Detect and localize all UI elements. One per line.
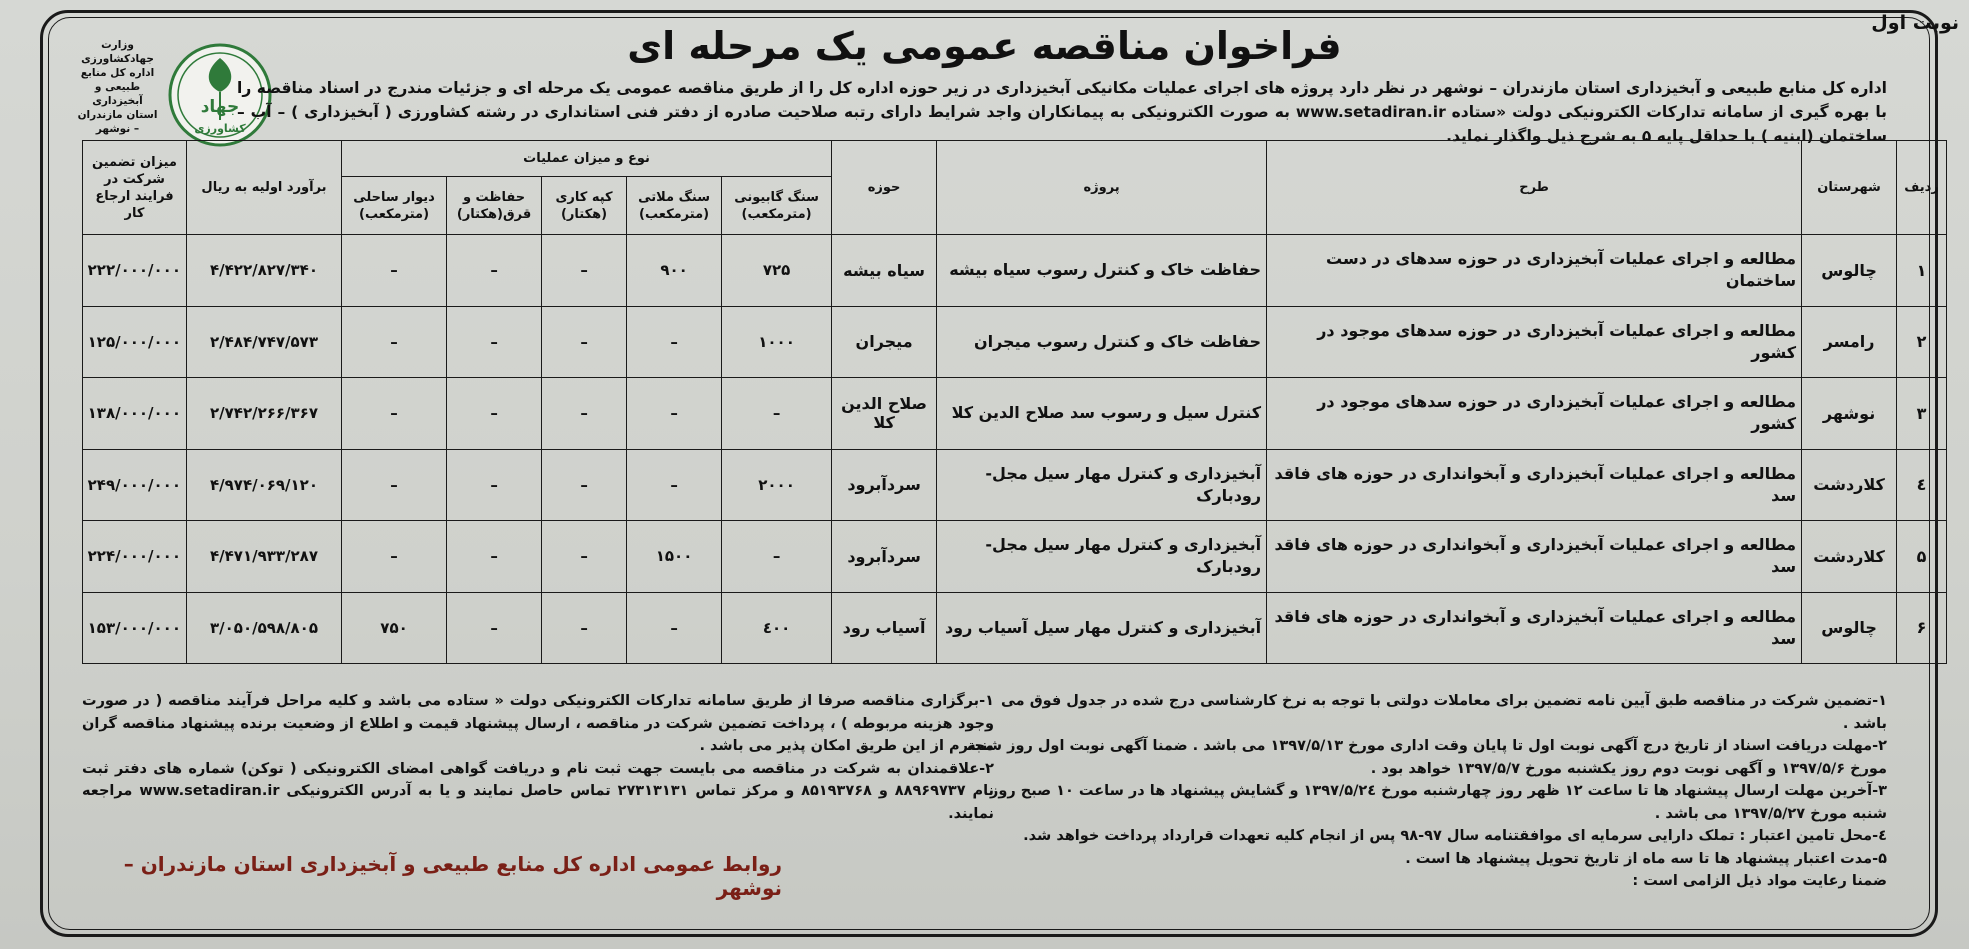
requirement-item-1: ۱-برگزاری مناقصه صرفا از طریق سامانه تدارکات الکترونیکی دولت « ستاده می باشد و کلیه مراحل فرآیند مناقصه ( در صورت وجود هزینه مربوطه ) ، پرداخت تضمین شرکت در مناقصه ، ارسال پیشنهاد قیمت و اطلاع از وضعیت برنده پیشنهاد مناقصه گران محترم از این طریق امکان پذیر می باشد . (82, 693, 994, 754)
cell-row: ۳ (1897, 378, 1947, 450)
cell-basin: صلاح الدین کلا (832, 378, 937, 450)
setadiran-link[interactable]: www.setadiran.ir (1295, 103, 1446, 121)
requirement-item-2-text: ۲-علاقمندان به شرکت در مناقصه می بایست جهت ثبت نام و دریافت گواهی امضای الکترونیکی ( توکن) شماره های دفتر ثبت نام ۸۸۹۶۹۷۳۷ و ۸۵۱۹۳۷۶۸ و مرکز تماس ۲۷۳۱۳۱۳۱ تماس حاصل نمایند و یا به آدرس الکترونیکی (82, 760, 994, 799)
intro-line2b: به صورت الکترونیکی به پیمانکاران واجد شرایط دارای رتبه صلاحیت صادره از دفتر فنی استانداری در رشته کشاورزی ( آبخیزداری ) – آب – ساختمان (ابنیه ) با حداقل پایه ۵ به شرح ذیل واگذار نماید. (237, 103, 1887, 145)
header-mortar: سنگ ملاتی (مترمکعب) (627, 177, 722, 235)
table-row (83, 378, 1947, 450)
cell-city: کلاردشت (1802, 449, 1897, 521)
cell-wall: – (342, 306, 447, 378)
header-operations: نوع و میزان عملیات (342, 141, 832, 177)
cell-basin: سردآبرود (832, 449, 937, 521)
cell-gabion: – (722, 378, 832, 450)
header-basin: حوزه (832, 141, 937, 235)
cell-guarantee: ۱۵۳/۰۰۰/۰۰۰ (83, 592, 187, 664)
cell-gabion: ٤٠٠ (722, 592, 832, 664)
cell-plan: مطالعه و اجرای عملیات آبخیزداری در حوزه سدهای موجود در کشور (1267, 306, 1802, 378)
cell-gabion: ۱۰۰۰ (722, 306, 832, 378)
cell-estimate: ۳/۰۵۰/۵۹۸/۸۰۵ (187, 592, 342, 664)
cell-basin: سردآبرود (832, 521, 937, 593)
table-row (83, 306, 1947, 378)
cell-wall: – (342, 449, 447, 521)
table-row (83, 521, 1947, 593)
requirements-list (82, 690, 994, 825)
header-gabion: سنگ گابیونی (مترمکعب) (722, 177, 832, 235)
header-plan: طرح (1267, 141, 1802, 235)
cell-basin: آسیاب رود (832, 592, 937, 664)
conditions-list (967, 690, 1887, 893)
intro-line1: اداره کل منابع طبیعی و آبخیزداری استان مازندران – نوشهر در نظر دارد پروژه های اجرای عملیات مکانیکی آبخیزداری در زیر حوزه اداره کل را از طریق مناقصه عمومی یک مرحله ای و جزئیات مندرج در اسناد مناقصه را با بهره گیری از سامانه تدارکات (237, 79, 1887, 121)
cell-planting: – (542, 378, 627, 450)
condition-item: ضمنا رعایت مواد ذیل الزامی است : (1632, 873, 1887, 889)
header-row: ردیف (1897, 141, 1947, 235)
cell-wall: – (342, 235, 447, 307)
intro-paragraph (237, 76, 1887, 148)
cell-row: ٤ (1897, 449, 1947, 521)
setadiran-link-footer[interactable]: www.setadiran.ir (139, 783, 280, 799)
table-row (83, 592, 1947, 664)
cell-project: آبخیزداری و کنترل مهار سیل مجل- رودبارک (937, 521, 1267, 593)
cell-planting: – (542, 592, 627, 664)
logo-text-bottom: کشاورزی (194, 122, 246, 135)
tender-table (82, 140, 1947, 664)
cell-gabion: – (722, 521, 832, 593)
cell-row: ۲ (1897, 306, 1947, 378)
cell-guarantee: ۱۳۸/۰۰۰/۰۰۰ (83, 378, 187, 450)
cell-mortar: – (627, 306, 722, 378)
cell-city: رامسر (1802, 306, 1897, 378)
cell-basin: سیاه بیشه (832, 235, 937, 307)
cell-project: کنترل سیل و رسوب سد صلاح الدین کلا (937, 378, 1267, 450)
cell-estimate: ۴/۴۷۱/۹۳۳/۲۸۷ (187, 521, 342, 593)
cell-project: آبخیزداری و کنترل مهار سیل آسیاب رود (937, 592, 1267, 664)
cell-protection: – (447, 306, 542, 378)
table-row (83, 449, 1947, 521)
header-wall: دیوار ساحلی (مترمکعب) (342, 177, 447, 235)
header-protection: حفاظت و قرق(هکتار) (447, 177, 542, 235)
cell-gabion: ۷۲۵ (722, 235, 832, 307)
condition-item: ۲-مهلت دریافت اسناد از تاریخ درج آگهی نوبت اول تا پایان وقت اداری مورخ ۱۳۹۷/۵/۱۳ می باشد . ضمنا آگهی نوبت اول روز شنبه مورخ ۱۳۹۷/۵/۶ و آگهی نوبت دوم روز یکشنبه مورخ ۱۳۹۷/۵/۷ خواهد بود . (967, 738, 1887, 777)
cell-protection: – (447, 378, 542, 450)
cell-estimate: ۴/۹۷۴/۰۶۹/۱۲۰ (187, 449, 342, 521)
cell-protection: – (447, 521, 542, 593)
condition-item: ۱-تضمین شرکت در مناقصه طبق آیین نامه تضمین برای معاملات دولتی با توجه به نرخ کارشناسی درج شده در جدول فوق می باشد . (1001, 693, 1887, 732)
cell-estimate: ۲/۷۴۲/۲۶۶/۳۶۷ (187, 378, 342, 450)
cell-wall: – (342, 521, 447, 593)
header-planting: کپه کاری (هکتار) (542, 177, 627, 235)
header-project: پروژه (937, 141, 1267, 235)
cell-plan: مطالعه و اجرای عملیات آبخیزداری در حوزه سدهای موجود در کشور (1267, 378, 1802, 450)
cell-project: حفاظت خاک و کنترل رسوب سیاه بیشه (937, 235, 1267, 307)
cell-wall: ۷۵۰ (342, 592, 447, 664)
cell-planting: – (542, 449, 627, 521)
condition-item: ۵-مدت اعتبار پیشنهاد ها تا سه ماه از تاریخ تحویل پیشنهاد ها است . (1405, 850, 1887, 867)
cell-plan: مطالعه و اجرای عملیات آبخیزداری و آبخوانداری در حوزه های فاقد سد (1267, 521, 1802, 593)
cell-protection: – (447, 449, 542, 521)
header-city: شهرستان (1802, 141, 1897, 235)
cell-city: چالوس (1802, 592, 1897, 664)
page-title: فراخوان مناقصه عمومی یک مرحله ای (627, 24, 1342, 68)
cell-estimate: ۲/۴۸۴/۷۴۷/۵۷۳ (187, 306, 342, 378)
cell-plan: مطالعه و اجرای عملیات آبخیزداری در حوزه سدهای در دست ساختمان (1267, 235, 1802, 307)
cell-mortar: – (627, 449, 722, 521)
cell-estimate: ۴/۴۲۲/۸۲۷/۳۴۰ (187, 235, 342, 307)
cell-mortar: ۹۰۰ (627, 235, 722, 307)
condition-item: ۳-آخرین مهلت ارسال پیشنهاد ها تا ساعت ۱۲ ظهر روز چهارشنبه مورخ ۱۳۹۷/۵/۲٤ و گشایش پیشنهاد ها در ساعت ۱۰ صبح روز شنبه مورخ ۱۳۹۷/۵/۲۷ می باشد . (989, 783, 1887, 822)
header-estimate: برآورد اولیه به ریال (187, 141, 342, 235)
header-guarantee: میزان تضمین شرکت در فرایند ارجاع کار (83, 141, 187, 235)
cell-basin: میجران (832, 306, 937, 378)
cell-guarantee: ۲۲۴/۰۰۰/۰۰۰ (83, 521, 187, 593)
cell-guarantee: ۱۲۵/۰۰۰/۰۰۰ (83, 306, 187, 378)
cell-project: حفاظت خاک و کنترل رسوب میجران (937, 306, 1267, 378)
cell-gabion: ۲۰۰۰ (722, 449, 832, 521)
cell-project: آبخیزداری و کنترل مهار سیل مجل- رودبارک (937, 449, 1267, 521)
cell-wall: – (342, 378, 447, 450)
cell-city: کلاردشت (1802, 521, 1897, 593)
cell-mortar: – (627, 592, 722, 664)
cell-planting: – (542, 521, 627, 593)
cell-mortar: – (627, 378, 722, 450)
cell-row: ۵ (1897, 521, 1947, 593)
cell-plan: مطالعه و اجرای عملیات آبخیزداری و آبخوانداری در حوزه های فاقد سد (1267, 449, 1802, 521)
cell-planting: – (542, 235, 627, 307)
intro-line2a: الکترونیکی دولت «ستاده (1451, 103, 1641, 121)
table-row (83, 235, 1947, 307)
cell-planting: – (542, 306, 627, 378)
cell-protection: – (447, 592, 542, 664)
cell-guarantee: ۲۲۲/۰۰۰/۰۰۰ (83, 235, 187, 307)
cell-row: ۱ (1897, 235, 1947, 307)
condition-item: ٤-محل تامین اعتبار : تملک دارایی سرمایه ای موافقتنامه سال ۹۷-۹۸ پس از انجام کلیه تعهدات قرارداد پرداخت خواهد شد. (1023, 828, 1887, 844)
cell-guarantee: ۲۴۹/۰۰۰/۰۰۰ (83, 449, 187, 521)
logo-text-top: جهاد (200, 97, 240, 117)
requirement-item-2 (82, 758, 994, 826)
cell-protection: – (447, 235, 542, 307)
cell-city: چالوس (1802, 235, 1897, 307)
cell-city: نوشهر (1802, 378, 1897, 450)
cell-row: ۶ (1897, 592, 1947, 664)
edition-label: نوبت اول (1871, 12, 1959, 34)
cell-plan: مطالعه و اجرای عملیات آبخیزداری و آبخوانداری در حوزه های فاقد سد (1267, 592, 1802, 664)
cell-mortar: ۱۵۰۰ (627, 521, 722, 593)
public-relations-signature: روابط عمومی اداره کل منابع طبیعی و آبخیزداری استان مازندران – نوشهر (123, 852, 782, 900)
requirement-item-2-end: مراجعه نمایند. (82, 783, 994, 822)
ministry-name: وزارت جهادکشاورزی اداره کل منابع طبیعی و آبخیزداری استان مازندران – نوشهر (77, 39, 158, 135)
